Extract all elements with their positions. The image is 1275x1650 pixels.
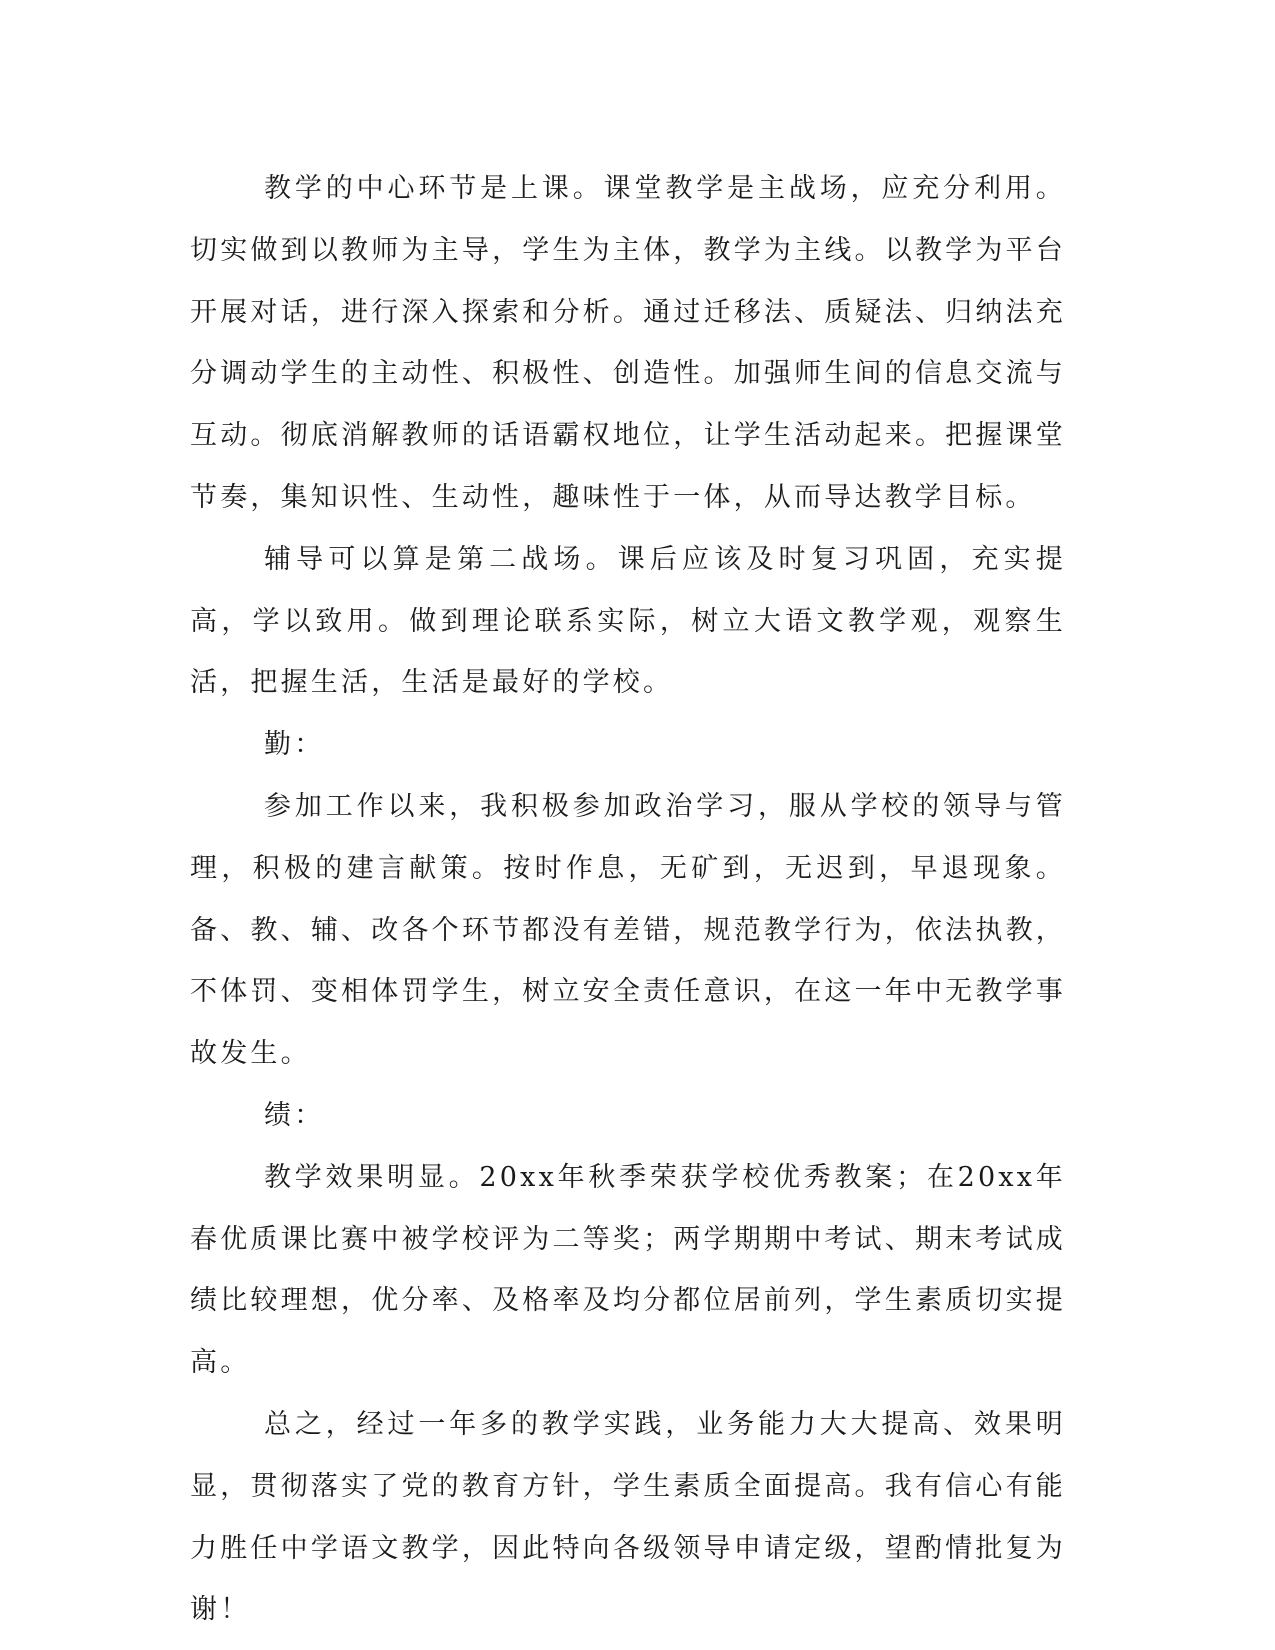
section-heading-diligence: 勤： [264,729,325,761]
paragraph-achievements: 教学效果明显。20xx年秋季荣获学校优秀教案；在20xx年春优质课比赛中被学校评为二等奖；两学期期中考试、期末考试成绩比较理想，优分率、及格率及均分都位居前列，学生素质切实提高。 [190,1161,1066,1379]
paragraph-diligence: 参加工作以来，我积极参加政治学习，服从学校的领导与管理，积极的建言献策。按时作息，无矿到，无迟到，早退现象。备、教、辅、改各个环节都没有差错，规范教学行为，依法执教，不体罚、变相体罚学生，树立安全责任意识，在这一年中无教学事故发生。 [190,790,1066,1070]
paragraph-conclusion: 总之，经过一年多的教学实践，业务能力大大提高、效果明显，贯彻落实了党的教育方针，学生素质全面提高。我有信心有能力胜任中学语文教学，因此特向各级领导申请定级，望酌情批复为谢！ [190,1408,1066,1626]
paragraph-classroom-teaching: 教学的中心环节是上课。课堂教学是主战场，应充分利用。切实做到以教师为主导，学生为主体，教学为主线。以教学为平台开展对话，进行深入探索和分析。通过迁移法、质疑法、归纳法充分调动学生的主动性、积极性、创造性。加强师生间的信息交流与互动。彻底消解教师的话语霸权地位，让学生活动起来。把握课堂节奏，集知识性、生动性，趣味性于一体，从而导达教学目标。 [190,173,1066,513]
paragraph-tutoring: 辅导可以算是第二战场。课后应该及时复习巩固，充实提高，学以致用。做到理论联系实际，树立大语文教学观，观察生活，把握生活，生活是最好的学校。 [190,543,1066,699]
section-heading-achievements: 绩： [264,1099,325,1131]
document-body [190,158,1066,1641]
